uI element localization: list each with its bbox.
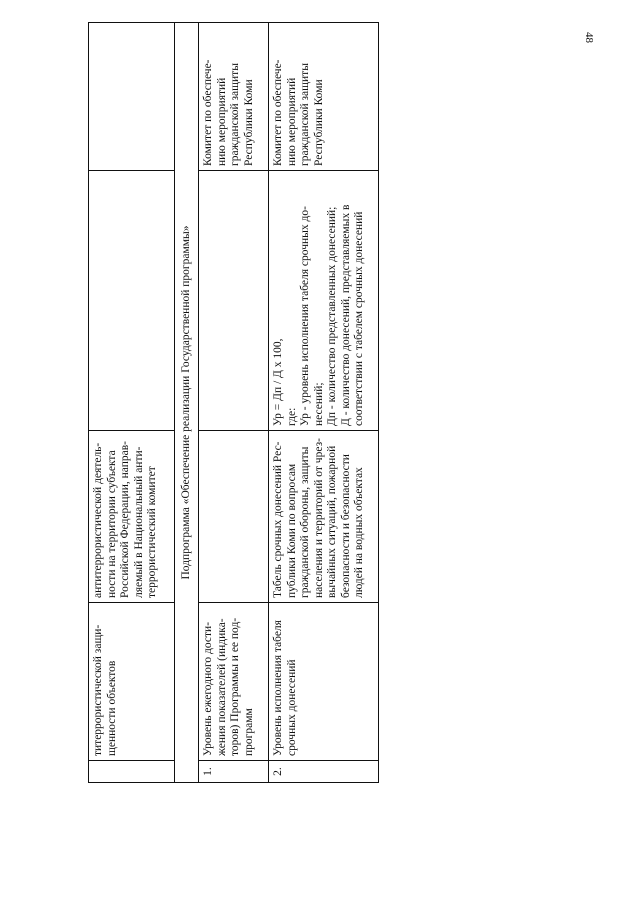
calculation-method — [89, 171, 175, 431]
source-data — [199, 431, 269, 603]
responsible: Комитет по обеспече- нию мероприятий гражданской защиты Республики Коми — [269, 23, 379, 171]
table-row — [89, 23, 175, 783]
table-row — [269, 23, 379, 783]
indicator-name: Уровень ежегодного дости- жения показателей (индика- торов) Программы и ее под- программ — [199, 603, 269, 761]
row-number: 1. — [199, 761, 269, 783]
indicators-table-full — [88, 22, 379, 783]
indicator-name: титеррористической защи- щенности объектов — [89, 603, 175, 761]
document-table-rotated — [88, 23, 378, 783]
source-data: антитеррористической деятель- ности на территории субъекта Российской Федерации, направ- ляемый в Национальный анти- террористический комитет — [89, 431, 175, 603]
calculation-method: Ур = Дп / Д x 100, где: Ур - уровень исполнения табеля срочных до- несений; Дп - количество представленных донесений; Д - количество донесений, представляемых в соответствии с табелем срочных донесений — [269, 171, 379, 431]
source-data: Табель срочных донесений Рес- публики Коми по вопросам гражданской обороны, защиты населения и территорий от чрез- вычайных ситуаций, пожарной безопасности и безопасности людей на водных объектах — [269, 431, 379, 603]
subprogram-title: Подпрограмма «Обеспечение реализации Государственной программы» — [175, 23, 199, 783]
responsible — [89, 23, 175, 171]
responsible: Комитет по обеспече- нию мероприятий гражданской защиты Республики Коми — [199, 23, 269, 171]
page-number: 48 — [583, 32, 595, 43]
calculation-method — [199, 171, 269, 431]
subprogram-row — [175, 23, 199, 783]
row-number — [89, 761, 175, 783]
table-row — [199, 23, 269, 783]
row-number: 2. — [269, 761, 379, 783]
indicator-name: Уровень исполнения табеля срочных донесений — [269, 603, 379, 761]
